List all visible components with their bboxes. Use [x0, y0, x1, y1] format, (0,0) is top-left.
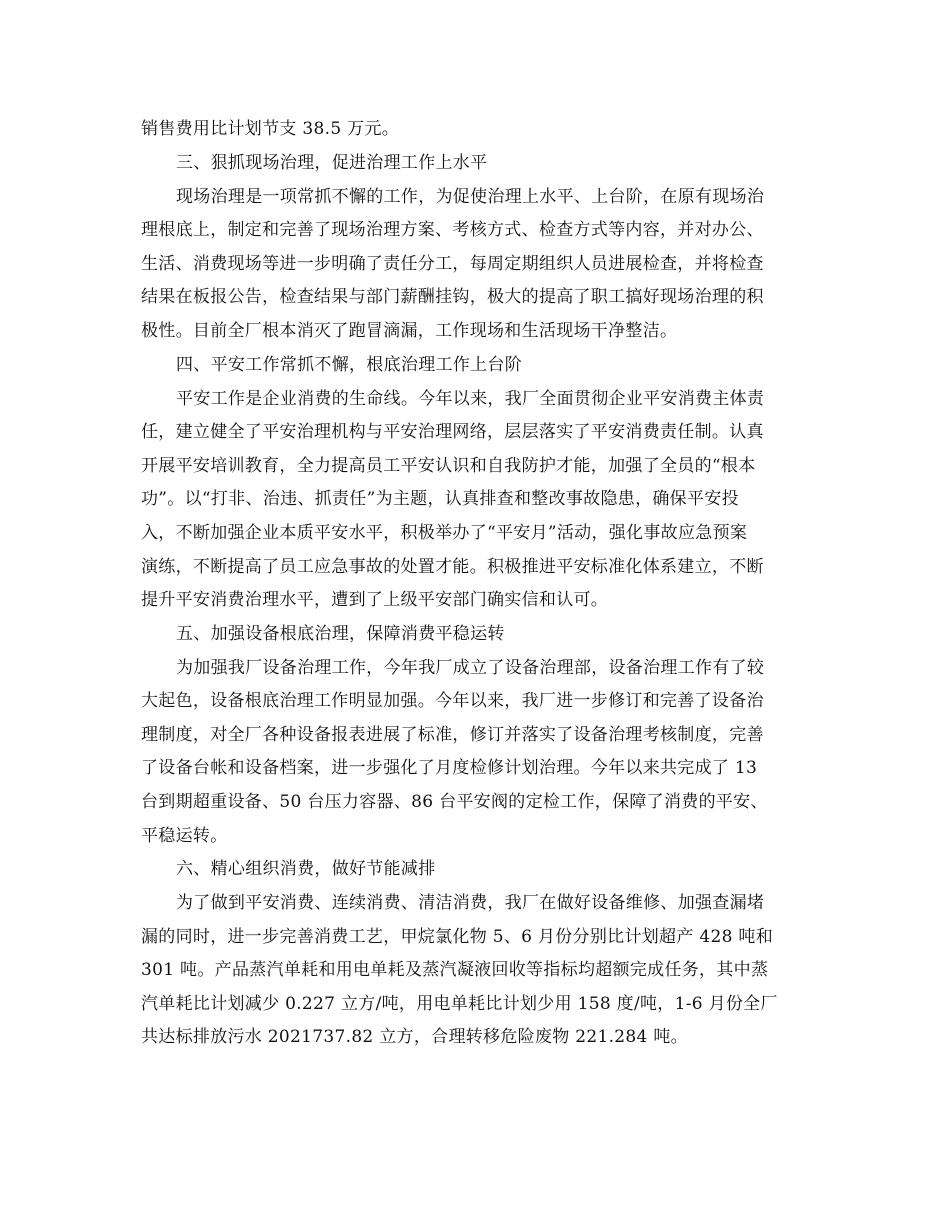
paragraph-line: 现场治理是一项常抓不懈的工作，为促使治理上水平、上台阶，在原有现场治 — [176, 187, 765, 207]
paragraph-line: 演练，不断提高了员工应急事故的处置才能。积极推进平安标准化体系建立，不断 — [141, 557, 764, 577]
paragraph-line: 生活、消费现场等进一步明确了责任分工，每周定期组织人员进展检查，并将检查 — [141, 254, 764, 274]
paragraph-line: 大起色，设备根底治理工作明显加强。今年以来，我厂进一步修订和完善了设备治 — [141, 691, 764, 711]
paragraph-line: 301 吨。产品蒸汽单耗和用电单耗及蒸汽凝液回收等指标均超额完成任务，其中蒸 — [141, 960, 769, 980]
paragraph-line: 共达标排放污水 2021737.82 立方，合理转移危险废物 221.284 吨。 — [141, 1027, 688, 1047]
paragraph-line: 提升平安消费治理水平，遭到了上级平安部门确实信和认可。 — [141, 590, 609, 610]
paragraph-line: 漏的同时，进一步完善消费工艺，甲烷氯化物 5、6 月份分别比计划超产 428 吨和 — [141, 927, 773, 947]
paragraph-line: 平稳运转。 — [141, 826, 228, 846]
paragraph-line: 平安工作是企业消费的生命线。今年以来，我厂全面贯彻企业平安消费主体责 — [176, 389, 765, 409]
paragraph-line: 销售费用比计划节支 38.5 万元。 — [141, 119, 400, 139]
paragraph-line: 任，建立健全了平安治理机构与平安治理网络，层层落实了平安消费责任制。认真 — [141, 422, 764, 442]
paragraph-line: 入，不断加强企业本质平安水平，积极举办了“平安月”活动，强化事故应急预案 — [141, 523, 748, 543]
section-heading: 六、精心组织消费，做好节能减排 — [176, 859, 436, 879]
section-heading: 五、加强设备根底治理，保障消费平稳运转 — [176, 624, 505, 644]
paragraph-line: 理根底上，制定和完善了现场治理方案、考核方式、检查方式等内容，并对办公、 — [141, 220, 764, 240]
paragraph-line: 结果在板报公告，检查结果与部门薪酬挂钩，极大的提高了职工搞好现场治理的积 — [141, 287, 764, 307]
section-heading: 四、平安工作常抓不懈，根底治理工作上台阶 — [176, 355, 522, 375]
paragraph-line: 极性。目前全厂根本消灭了跑冒滴漏，工作现场和生活现场干净整洁。 — [141, 321, 678, 341]
paragraph-line: 为了做到平安消费、连续消费、清洁消费，我厂在做好设备维修、加强查漏堵 — [176, 893, 765, 913]
paragraph-line: 了设备台帐和设备档案，进一步强化了月度检修计划治理。今年以来共完成了 13 — [141, 758, 758, 778]
paragraph-line: 功”。以“打非、治违、抓责任”为主题，认真排查和整改事故隐患，确保平安投 — [141, 489, 739, 509]
paragraph-line: 开展平安培训教育，全力提高员工平安认识和自我防护才能，加强了全员的“根本 — [141, 456, 756, 476]
paragraph-line: 台到期超重设备、50 台压力容器、86 台平安阀的定检工作，保障了消费的平安、 — [141, 792, 768, 812]
section-heading: 三、狠抓现场治理，促进治理工作上水平 — [176, 153, 488, 173]
paragraph-line: 理制度，对全厂各种设备报表进展了标准，修订并落实了设备治理考核制度，完善 — [141, 725, 764, 745]
paragraph-line: 汽单耗比计划减少 0.227 立方/吨，用电单耗比计划少用 158 度/吨，1-6 月份全厂 — [141, 994, 778, 1014]
paragraph-line: 为加强我厂设备治理工作，今年我厂成立了设备治理部，设备治理工作有了较 — [176, 658, 765, 678]
